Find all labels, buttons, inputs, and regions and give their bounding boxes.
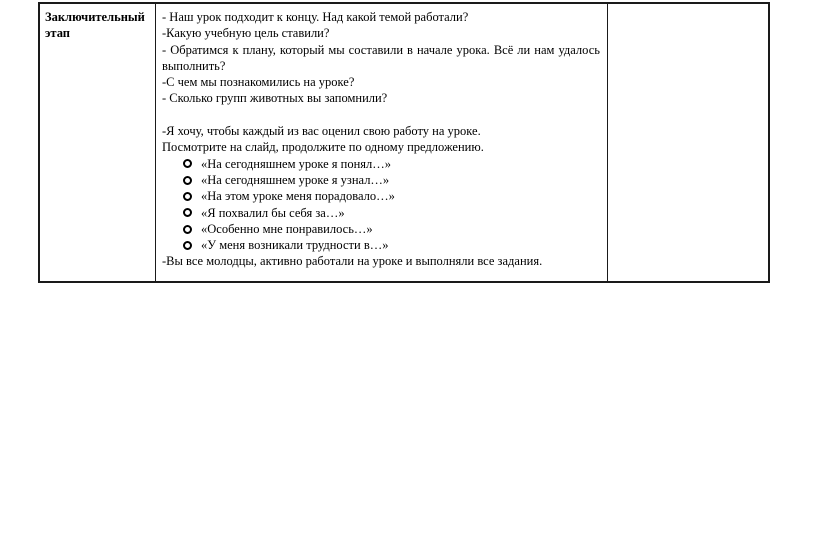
blank-line: [162, 107, 600, 123]
sentence-starter-text: «На этом уроке меня порадовало…»: [201, 189, 395, 204]
reflection-intro-line: Посмотрите на слайд, продолжите по одному предложению.: [162, 140, 484, 155]
sentence-starter-text: «На сегодняшнем уроке я понял…»: [201, 156, 392, 171]
sentence-starter-text: «У меня возникали трудности в…»: [201, 238, 389, 253]
sentence-starter-item: [162, 172, 600, 188]
circle-bullet-icon: [183, 192, 192, 201]
reflection-intro-line: -Я хочу, чтобы каждый из вас оценил свою работу на уроке.: [162, 124, 481, 139]
sentence-starter-text: «Я похвалил бы себя за…»: [201, 205, 345, 220]
sentence-starter-text: «На сегодняшнем уроке я узнал…»: [201, 172, 390, 187]
dialogue-line: -С чем мы познакомились на уроке?: [162, 75, 355, 90]
lesson-plan-table: [38, 2, 770, 283]
sentence-starter-item: [162, 156, 600, 172]
content-cell: [155, 4, 607, 281]
sentence-starters-list: [162, 156, 600, 254]
circle-bullet-icon: [183, 241, 192, 250]
dialogue-line: - Обратимся к плану, который мы составили в начале урока. Всё ли нам удалось выполнить?: [162, 42, 600, 73]
stage-label: Заключительный этап: [45, 10, 145, 41]
circle-bullet-icon: [183, 225, 192, 234]
stage-cell: [40, 4, 155, 281]
sentence-starter-item: [162, 221, 600, 237]
dialogue-line: - Наш урок подходит к концу. Над какой темой работали?: [162, 10, 469, 24]
circle-bullet-icon: [183, 208, 192, 217]
dialogue-line: -Какую учебную цель ставили?: [162, 26, 330, 41]
circle-bullet-icon: [183, 176, 192, 185]
sentence-starter-item: [162, 188, 600, 204]
circle-bullet-icon: [183, 159, 192, 168]
closing-line: -Вы все молодцы, активно работали на уроке и выполняли все задания.: [162, 254, 543, 269]
dialogue-line: - Сколько групп животных вы запомнили?: [162, 91, 388, 106]
sentence-starter-text: «Особенно мне понравилось…»: [201, 221, 373, 236]
sentence-starter-item: [162, 205, 600, 221]
sentence-starter-item: [162, 237, 600, 253]
notes-cell-empty: [607, 4, 768, 281]
